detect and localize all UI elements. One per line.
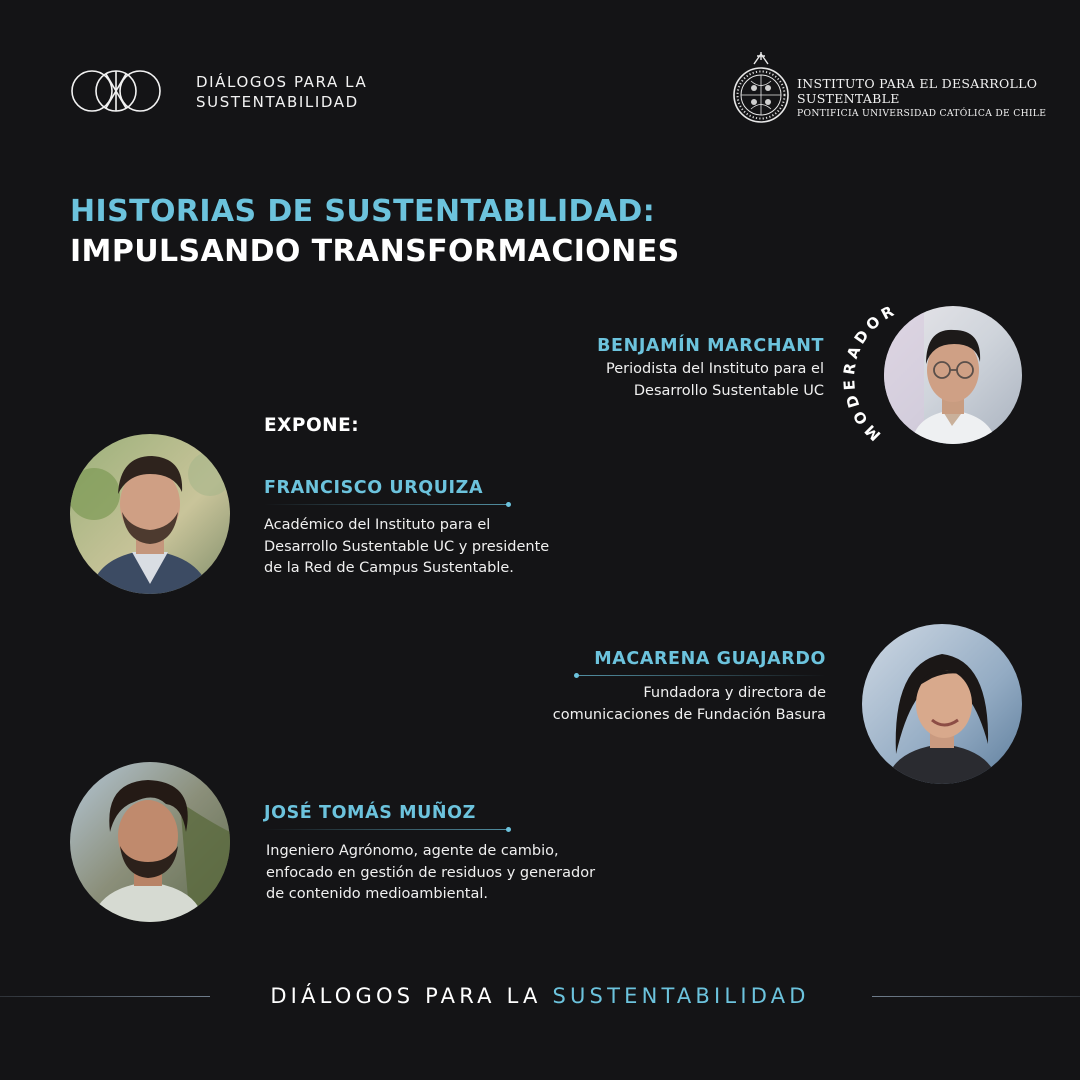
speaker-description [266, 841, 595, 906]
institute-name [797, 76, 1046, 121]
brand-name-line2: SUSTENTABILIDAD [196, 93, 359, 111]
speaker-description-line: de la Red de Campus Sustentable. [264, 560, 514, 576]
speaker-description [480, 683, 826, 726]
speaker-photo [70, 434, 230, 594]
institute-university: PONTIFICIA UNIVERSIDAD CATÓLICA DE CHILE [797, 108, 1047, 119]
speaker-description-line: comunicaciones de Fundación Basura [552, 706, 826, 723]
event-title-line1: HISTORIAS DE SUSTENTABILIDAD: [70, 194, 656, 229]
footer-brand [0, 984, 1080, 1008]
speaker-name: FRANCISCO URQUIZA [264, 478, 484, 498]
speaker-description-line: Fundadora y directora de [643, 685, 826, 701]
speaker-photo [70, 762, 230, 922]
speaker-description-line: de contenido medioambiental. [266, 886, 488, 902]
brand-name [196, 72, 367, 112]
speaker-photo [862, 624, 1022, 784]
institute-line1: INSTITUTO PARA EL DESARROLLO [797, 76, 1038, 91]
speakers-heading: EXPONE: [264, 415, 360, 436]
footer-brand-part2: SUSTENTABILIDAD [552, 984, 810, 1008]
footer-brand-part1: DIÁLOGOS PARA LA [270, 984, 542, 1008]
speaker-divider [264, 829, 508, 830]
moderator-photo [884, 306, 1022, 444]
event-title-line2: IMPULSANDO TRANSFORMACIONES [70, 234, 680, 269]
speaker-divider-dot [574, 673, 579, 678]
institute-line2: SUSTENTABLE [797, 91, 900, 106]
moderator-badge-text: MODERADOR [839, 300, 901, 445]
moderator-name: BENJAMÍN MARCHANT [597, 336, 824, 356]
speaker-divider-dot [506, 502, 511, 507]
speaker-description-line: Académico del Instituto para el [264, 517, 491, 533]
speaker-description-line: Desarrollo Sustentable UC y presidente [264, 538, 550, 555]
speaker-description-line: enfocado en gestión de residuos y generador [266, 864, 596, 881]
speaker-divider-dot [506, 827, 511, 832]
speaker-divider [264, 504, 508, 505]
speaker-name: JOSÉ TOMÁS MUÑOZ [264, 803, 476, 823]
brand-name-line1: DIÁLOGOS PARA LA [196, 73, 368, 91]
university-seal-icon [732, 50, 790, 126]
moderator-description [500, 359, 824, 402]
speaker-description-line: Ingeniero Agrónomo, agente de cambio, [266, 843, 559, 859]
speaker-name: MACARENA GUAJARDO [594, 649, 826, 669]
event-title [70, 192, 680, 272]
dialogos-logo-icon [70, 68, 162, 114]
speaker-description [264, 515, 549, 580]
moderator-description-line: Periodista del Instituto para el [605, 361, 824, 377]
speaker-divider [578, 675, 826, 676]
moderator-description-line: Desarrollo Sustentable UC [633, 382, 824, 399]
